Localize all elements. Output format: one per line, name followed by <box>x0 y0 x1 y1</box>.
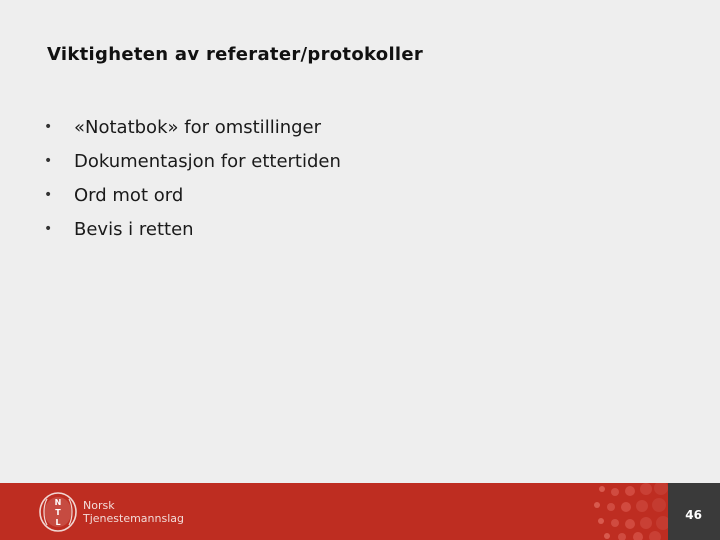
org-name-line-2: Tjenestemannslag <box>83 512 185 525</box>
org-name-line-1: Norsk <box>83 499 115 512</box>
bullet-item <box>44 212 341 246</box>
footer-band <box>0 483 720 540</box>
svg-text:L: L <box>55 518 61 527</box>
bullet-marker: • <box>44 153 53 169</box>
bullet-text: Dokumentasjon for ettertiden <box>74 150 341 172</box>
bullet-text: «Notatbok» for omstillinger <box>74 116 321 138</box>
bullet-text: Bevis i retten <box>74 218 194 240</box>
slide-title: Viktigheten av referater/protokoller <box>47 44 424 65</box>
page-number: 46 <box>685 508 702 522</box>
page-number-box <box>668 483 720 540</box>
bullet-marker: • <box>44 119 53 135</box>
decorative-dots <box>560 483 680 540</box>
bullet-list <box>44 110 341 246</box>
ntl-logo-icon <box>38 491 78 533</box>
bullet-item <box>44 178 341 212</box>
bullet-marker: • <box>44 221 53 237</box>
organization-name <box>83 499 184 525</box>
bullet-marker: • <box>44 187 53 203</box>
svg-text:T: T <box>55 508 61 517</box>
svg-text:N: N <box>54 498 62 507</box>
bullet-item <box>44 144 341 178</box>
bullet-text: Ord mot ord <box>74 184 184 206</box>
bullet-item <box>44 110 341 144</box>
